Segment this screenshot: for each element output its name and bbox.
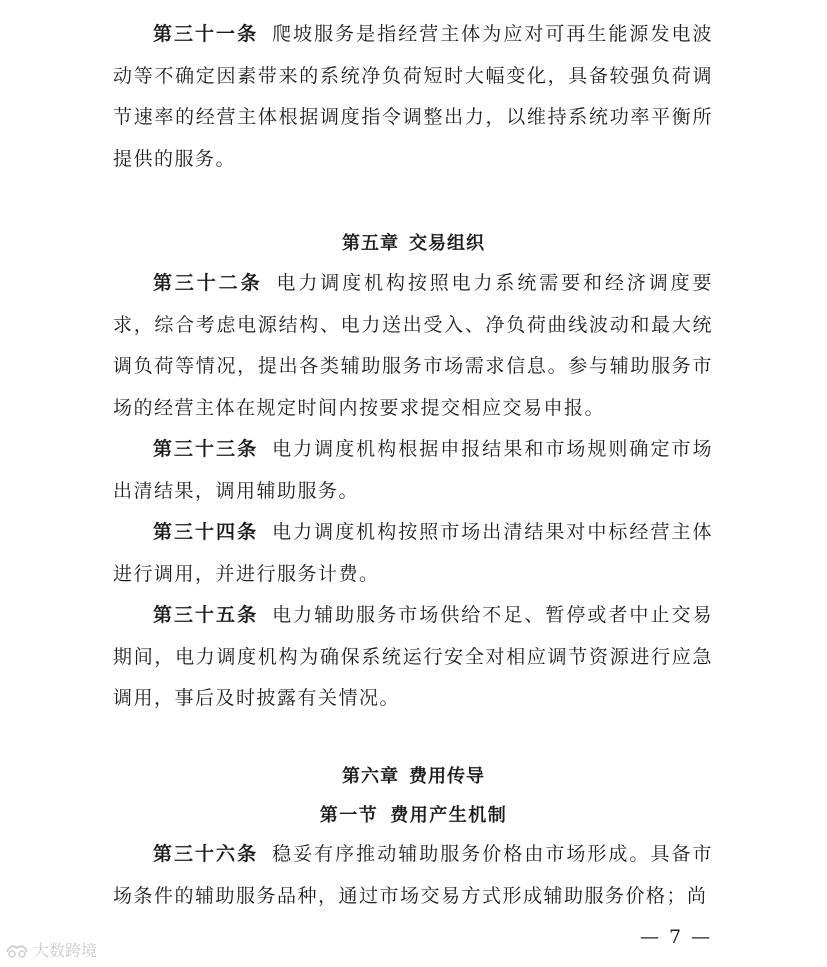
article-35	[113, 595, 713, 720]
section-number: 第一节	[319, 805, 379, 826]
article-number: 第三十一条	[153, 23, 259, 45]
article-text: 电力调度机构按照市场出清结果对中标经营主体进行调用，并进行服务计费。	[113, 521, 713, 585]
article-number: 第三十三条	[153, 438, 259, 460]
article-number: 第三十二条	[153, 272, 263, 294]
article-33	[113, 429, 713, 512]
article-36	[113, 834, 713, 917]
watermark-logo-icon	[4, 940, 30, 960]
article-number: 第三十四条	[153, 521, 259, 543]
chapter-5-heading	[0, 229, 827, 255]
page-number: — 7 —	[640, 926, 713, 948]
chapter-number: 第六章	[342, 766, 399, 787]
watermark	[4, 938, 97, 961]
chapter-title: 费用传导	[409, 766, 485, 787]
article-32	[113, 263, 713, 429]
article-number: 第三十五条	[153, 604, 259, 626]
chapter-6-heading	[0, 762, 827, 788]
chapter-title: 交易组织	[409, 233, 485, 254]
watermark-text: 大数跨境	[33, 941, 98, 960]
section-title: 费用产生机制	[390, 805, 508, 826]
article-34	[113, 512, 713, 595]
article-text: 爬坡服务是指经营主体为应对可再生能源发电波动等不确定因素带来的系统净负荷短时大幅变化，具备较强负荷调节速率的经营主体根据调度指令调整出力，以维持系统功率平衡所提供的服务。	[113, 23, 713, 170]
article-number: 第三十六条	[153, 843, 259, 865]
section-1-heading	[0, 801, 827, 827]
chapter-number: 第五章	[342, 233, 399, 254]
article-31	[113, 14, 713, 180]
article-text: 电力调度机构按照电力系统需要和经济调度要求，综合考虑电源结构、电力送出受入、净负荷曲线波动和最大统调负荷等情况，提出各类辅助服务市场需求信息。参与辅助服务市场的经营主体在规定时间内按要求提交相应交易申报。	[113, 272, 713, 419]
article-text: 稳妥有序推动辅助服务价格由市场形成。具备市场条件的辅助服务品种，通过市场交易方式形成辅助服务价格；尚	[113, 843, 713, 907]
article-text: 电力调度机构根据申报结果和市场规则确定市场出清结果，调用辅助服务。	[113, 438, 713, 502]
article-text: 电力辅助服务市场供给不足、暂停或者中止交易期间，电力调度机构为确保系统运行安全对相应调节资源进行应急调用，事后及时披露有关情况。	[113, 604, 713, 709]
